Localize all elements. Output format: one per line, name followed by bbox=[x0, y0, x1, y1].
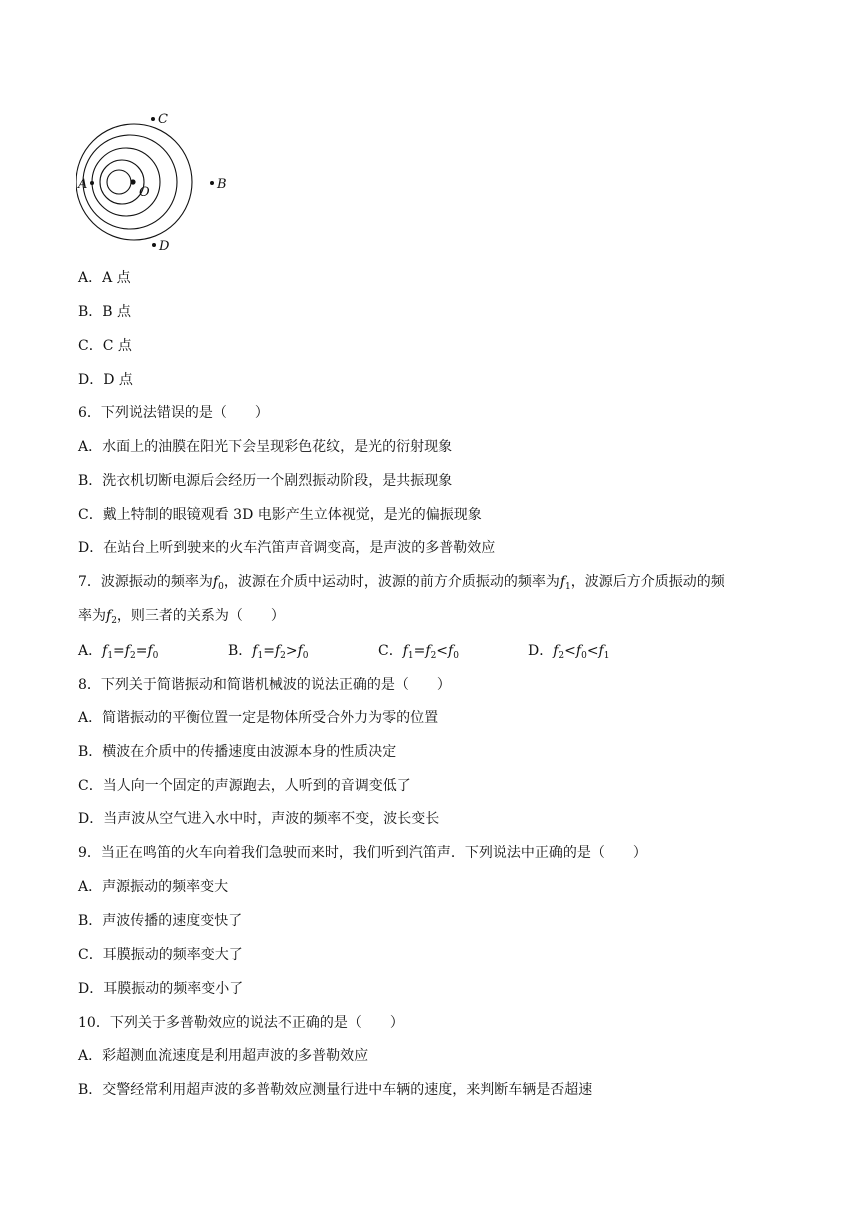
q9-stem: 9．当正在鸣笛的火车向着我们急驶而来时，我们听到汽笛声．下列说法中正确的是（ ） bbox=[78, 845, 647, 861]
circle-2 bbox=[92, 148, 160, 216]
source-point-o bbox=[130, 179, 135, 184]
q10-option-b: B．交警经常利用超声波的多普勒效应测量行进中车辆的速度，来判断车辆是否超速 bbox=[78, 1082, 593, 1098]
q7-stem-line2: 率为$f_2$，则三者的关系为（ ） bbox=[78, 608, 285, 626]
q9-option-d: D．耳膜振动的频率变小了 bbox=[78, 981, 244, 997]
q6-stem: 6．下列说法错误的是（ ） bbox=[78, 405, 269, 421]
q5-option-c: C．C 点 bbox=[78, 338, 132, 354]
q6-option-c: C．戴上特制的眼镜观看 3D 电影产生立体视觉，是光的偏振现象 bbox=[78, 507, 482, 523]
label-d: D bbox=[159, 239, 170, 254]
q9-option-c: C．耳膜振动的频率变大了 bbox=[78, 947, 243, 963]
q7-option-c: C．$f_1=f_2<f_0$ bbox=[378, 643, 459, 661]
q7-stem-line1: 7．波源振动的频率为$f_0$，波源在介质中运动时，波源的前方介质振动的频率为$f_1$，波源后方介质振动的频 bbox=[78, 574, 725, 592]
point-c-dot bbox=[151, 117, 155, 121]
label-b: B bbox=[217, 177, 227, 192]
q7-stem-part3: ，波源后方介质振动的频 bbox=[570, 574, 725, 590]
q6-option-a: A．水面上的油膜在阳光下会呈现彩色花纹，是光的衍射现象 bbox=[78, 439, 453, 455]
q7-option-b: B．$f_1=f_2>f_0$ bbox=[228, 643, 309, 661]
label-o: O bbox=[139, 185, 150, 200]
label-a: A bbox=[78, 177, 88, 192]
point-d-dot bbox=[152, 243, 156, 247]
circle-3 bbox=[83, 135, 177, 229]
q8-option-c: C．当人向一个固定的声源跑去，人听到的音调变低了 bbox=[78, 778, 411, 794]
point-a-dot bbox=[90, 181, 94, 185]
q6-option-b: B．洗衣机切断电源后会经历一个剧烈振动阶段，是共振现象 bbox=[78, 473, 453, 489]
q8-option-b: B．横波在介质中的传播速度由波源本身的性质决定 bbox=[78, 744, 397, 760]
q8-option-a: A．简谐振动的平衡位置一定是物体所受合外力为零的位置 bbox=[78, 710, 439, 726]
q5-option-d: D．D 点 bbox=[78, 372, 133, 388]
point-b-dot bbox=[210, 181, 214, 185]
inner-circle bbox=[107, 170, 131, 194]
q7-stem-part2: ，波源在介质中运动时，波源的前方介质振动的频率为 bbox=[223, 574, 560, 590]
q7-options-row bbox=[0, 641, 860, 661]
wave-circles-figure bbox=[76, 110, 236, 255]
q7-option-a: A．$f_1=f_2=f_0$ bbox=[78, 643, 159, 661]
q10-stem: 10．下列关于多普勒效应的说法不正确的是（ ） bbox=[78, 1015, 404, 1031]
q5-option-b: B．B 点 bbox=[78, 304, 132, 320]
q9-option-b: B．声波传播的速度变快了 bbox=[78, 913, 243, 929]
q8-option-d: D．当声波从空气进入水中时，声波的频率不变，波长变长 bbox=[78, 811, 440, 827]
q9-option-a: A．声源振动的频率变大 bbox=[78, 879, 229, 895]
q8-stem: 8．下列关于简谐振动和简谐机械波的说法正确的是（ ） bbox=[78, 677, 451, 693]
q7-option-d: D．$f_2<f_0<f_1$ bbox=[528, 643, 610, 661]
label-c: C bbox=[158, 112, 168, 127]
q10-option-a: A．彩超测血流速度是利用超声波的多普勒效应 bbox=[78, 1048, 369, 1064]
q5-option-a: A．A 点 bbox=[78, 270, 131, 286]
q7-stem-part1: 7．波源振动的频率为 bbox=[78, 574, 213, 590]
q6-option-d: D．在站台上听到驶来的火车汽笛声音调变高，是声波的多普勒效应 bbox=[78, 540, 496, 556]
